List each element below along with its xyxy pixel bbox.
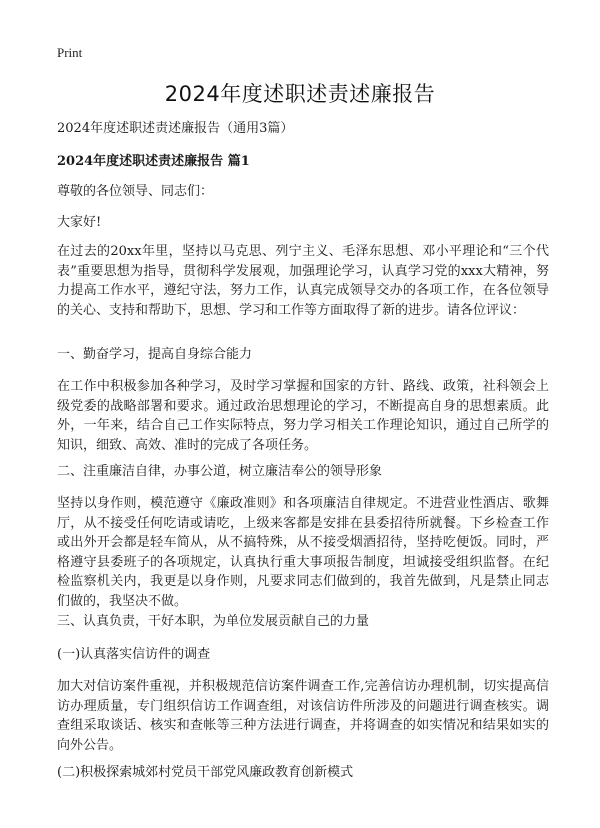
salutation-line: 大家好! [57, 215, 102, 230]
heading-integrity: 二、注重廉洁自律，办事公道，树立廉洁奉公的领导形象 [57, 464, 383, 479]
subheading-petition: (一)认真落实信访件的调查 [57, 647, 211, 662]
document-title: 2024年度述职述责述廉报告 [164, 82, 436, 106]
intro-paragraph: 在过去的20xx年里，坚持以马克思、列宁主义、毛泽东思想、邓小平理论和“三个代表”重要思想为指导，贯彻科学发展观，加强理论学习，认真学习党的xxx大精神，努力提高工作水平，遵纪守法，努力工作，认真完成领导交办的各项工作，在各位领导的关心、支持和帮助下，思想、学习和工作等方面取得了新的进步。请各位评议： [57, 244, 549, 318]
print-link[interactable]: Print [57, 45, 83, 60]
paragraph-integrity: 坚持以身作则，模范遵守《廉政准则》和各项廉洁自律规定。不进营业性酒店、歌舞厅，从不接受任何吃请或请吃，上级来客都是安排在县委招待所就餐。下乡检查工作或出外开会都是轻车简从，从不搞特殊，从不接受烟酒招待，坚持吃便饭。同时，严格遵守县委班子的各项规定，认真执行重大事项报告制度，坦诚接受组织监督。在纪检监察机关内，我更是以身作则，凡要求同志们做到的，我首先做到，凡是禁止同志们做的，我坚决不做。 [57, 496, 549, 609]
heading-responsibility: 三、认真负责，干好本职，为单位发展贡献自己的力量 [57, 614, 370, 629]
paragraph-petition: 加大对信访案件重视，并积极规范信访案件调查工作,完善信访办理机制，切实提高信访办理质量，专门组织信访工作调查组，对该信访件所涉及的问题进行调查核实。调查组采取谈话、核实和查帐等三种方法进行调查，并将调查的如实情况和结果如实的向外公告。 [57, 679, 549, 753]
greeting-line: 尊敬的各位领导、同志们： [57, 184, 214, 199]
paragraph-study: 在工作中积极参加各种学习，及时学习掌握和国家的方针、路线、政策，社科领会上级党委的战略部署和要求。通过政治思想理论的学习，不断提高自身的思想素质。此外，一年来，结合自己工作实际特点，努力学习相关工作理论知识，通过自己所学的知识，细致、高效、准时的完成了各项任务。 [57, 379, 549, 453]
section-heading: 2024年度述职述责述廉报告 篇1 [57, 154, 250, 169]
document-subtitle: 2024年度述职述责述廉报告（通用3篇） [57, 121, 294, 136]
heading-study: 一、勤奋学习，提高自身综合能力 [57, 347, 253, 362]
subheading-education: (二)积极探索城郊村党员干部党风廉政教育创新模式 [57, 765, 354, 780]
